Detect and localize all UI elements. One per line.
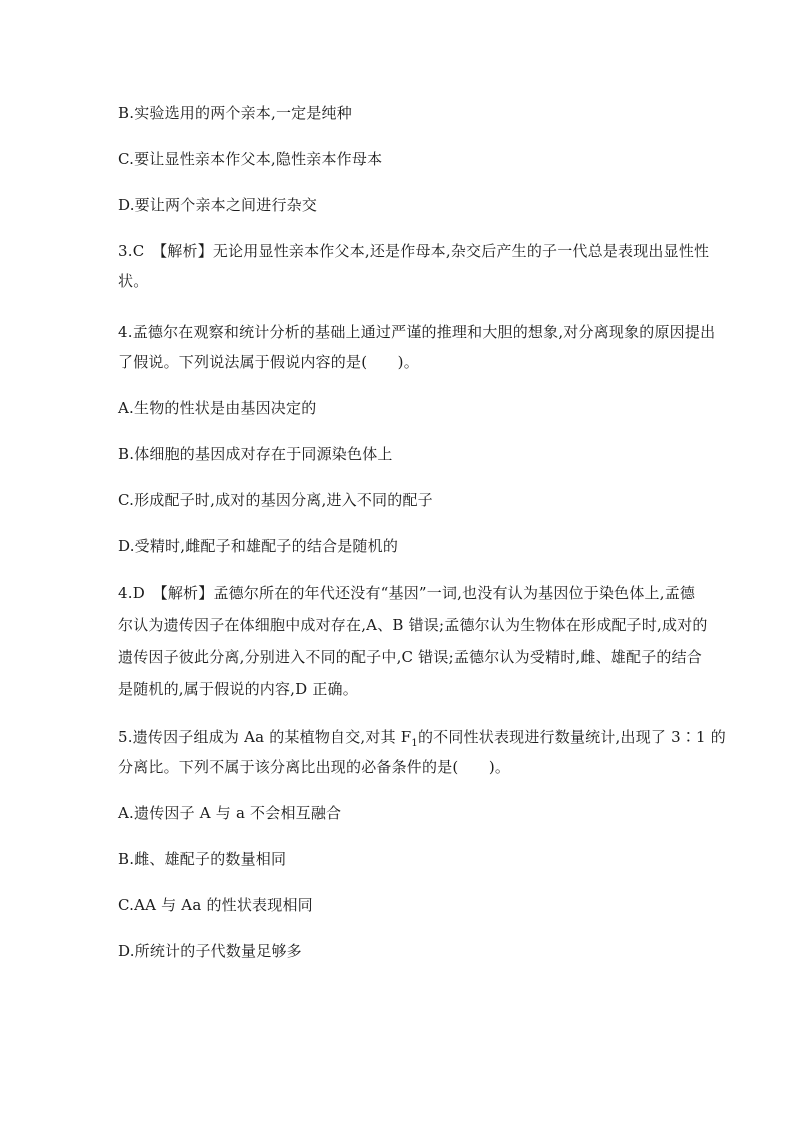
q4-answer-line-3: 遗传因子彼此分离,分别进入不同的配子中,C 错误;孟德尔认为受精时,雌、雄配子的结合 — [118, 648, 703, 666]
q5-option-d: D.所统计的子代数量足够多 — [118, 942, 302, 960]
q5-stem-line-2: 分离比。下列不属于该分离比出现的必备条件的是( )。 — [118, 758, 511, 776]
q5-stem-line-1 — [118, 726, 726, 749]
q5-stem-part-1: 5.遗传因子组成为 Aa 的某植物自交,对其 F — [118, 728, 412, 746]
q4-stem-line-1: 4.孟德尔在观察和统计分析的基础上通过严谨的推理和大胆的想象,对分离现象的原因提出 — [118, 323, 716, 341]
q4-option-b: B.体细胞的基因成对存在于同源染色体上 — [118, 445, 393, 463]
q5-stem-subscript: 1 — [411, 738, 418, 749]
q5-option-c: C.AA 与 Aa 的性状表现相同 — [118, 896, 313, 914]
q4-stem-line-2: 了假说。下列说法属于假说内容的是( )。 — [118, 353, 419, 371]
q5-stem-part-2: 的不同性状表现进行数量统计,出现了 3∶1 的 — [417, 728, 726, 746]
q3-option-c: C.要让显性亲本作父本,隐性亲本作母本 — [118, 150, 383, 168]
q5-option-a: A.遗传因子 A 与 a 不会相互融合 — [118, 804, 342, 822]
q3-answer-line-1: 3.C 【解析】无论用显性亲本作父本,还是作母本,杂交后产生的子一代总是表现出显性性 — [118, 242, 710, 260]
q4-answer-line-4: 是随机的,属于假说的内容,D 正确。 — [118, 680, 358, 698]
q4-answer-line-1: 4.D 【解析】孟德尔所在的年代还没有“基因”一词,也没有认为基因位于染色体上,孟德 — [118, 584, 696, 602]
q3-option-d: D.要让两个亲本之间进行杂交 — [118, 196, 318, 214]
q5-option-b: B.雌、雄配子的数量相同 — [118, 850, 287, 868]
q3-answer-line-2: 状。 — [118, 272, 149, 290]
q4-option-c: C.形成配子时,成对的基因分离,进入不同的配子 — [118, 491, 433, 509]
q4-option-a: A.生物的性状是由基因决定的 — [118, 399, 317, 417]
q4-option-d: D.受精时,雌配子和雄配子的结合是随机的 — [118, 537, 399, 555]
q3-option-b: B.实验选用的两个亲本,一定是纯种 — [118, 104, 352, 122]
q4-answer-line-2: 尔认为遗传因子在体细胞中成对存在,A、B 错误;孟德尔认为生物体在形成配子时,成对的 — [118, 616, 708, 634]
